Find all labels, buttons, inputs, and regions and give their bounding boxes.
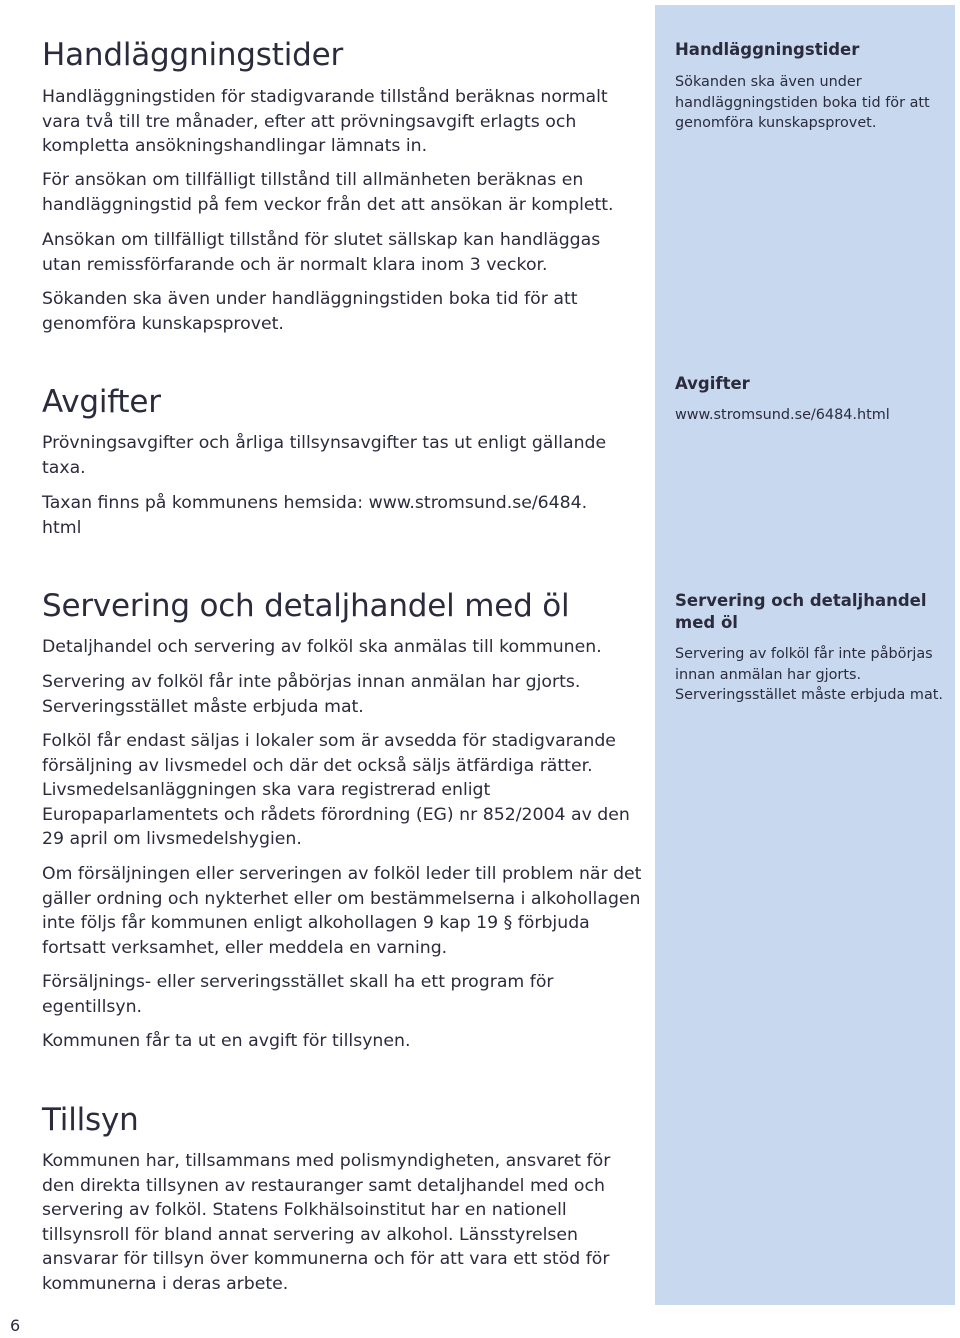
- page-number: 6: [10, 1316, 21, 1335]
- sidebar-title-avgifter: Avgifter: [675, 374, 750, 393]
- sidebar-title-handlaggningstider: Handläggningstider: [675, 40, 860, 59]
- sidebar-summary: [655, 5, 955, 1305]
- paragraph: Ansökan om tillfälligt tillstånd för slutet sällskap kan handläggas utan remissförfarande och är normalt klara inom 3 veckor.: [42, 230, 601, 275]
- paragraph: Servering av folköl får inte påbörjas innan anmälan har gjorts. Serveringsstället måste erbjuda mat.: [42, 672, 581, 717]
- section-title-servering: Servering och detaljhandel med öl: [42, 588, 570, 624]
- section-title-avgifter: Avgifter: [42, 384, 161, 420]
- paragraph: Folköl får endast säljas i lokaler som är avsedda för stadigvarande försäljning av livsmedel och där det också säljs ätfärdiga rätter. Livsmedelsanläggningen ska vara registrerad enligt Europaparlamentets och rådets förordning (EG) nr 852/2004 av den 29 april om livsmedelshygien.: [42, 731, 630, 849]
- paragraph-url-line1: Taxan finns på kommunens hemsida: www.stromsund.se/6484.: [42, 493, 588, 513]
- paragraph: Kommunen får ta ut en avgift för tillsynen.: [42, 1031, 411, 1051]
- paragraph: Prövningsavgifter och årliga tillsynsavgifter tas ut enligt gällande taxa.: [42, 433, 607, 478]
- paragraph-url: [42, 491, 642, 540]
- paragraph: Kommunen har, tillsammans med polismyndigheten, ansvaret för den direkta tillsynen av restauranger samt detaljhandel med och servering av folköl. Statens Folkhälsoinstitut har en nationell tillsynsroll för bland annat servering av alkohol. Länsstyrelsen ansvarar för tillsyn över kommunerna och för att vara ett stöd för kommunerna i deras arbete.: [42, 1151, 611, 1294]
- sidebar-text: Servering av folköl får inte påbörjas innan anmälan har gjorts. Serveringsstället måste erbjuda mat.: [675, 646, 943, 703]
- paragraph: Försäljnings- eller serveringsstället skall ha ett program för egentillsyn.: [42, 972, 554, 1017]
- paragraph: Sökanden ska även under handläggningstiden boka tid för att genomföra kunskapsprovet.: [42, 289, 578, 334]
- sidebar-url: www.stromsund.se/6484.html: [675, 407, 890, 423]
- sidebar-text: Sökanden ska även under handläggningstiden boka tid för att genomföra kunskapsprovet.: [675, 74, 930, 131]
- paragraph: För ansökan om tillfälligt tillstånd till allmänheten beräknas en handläggningstid på fem veckor från det att ansökan är komplett.: [42, 170, 614, 215]
- paragraph: Handläggningstiden för stadigvarande tillstånd beräknas normalt vara två till tre månader, efter att prövningsavgift erlagts och kompletta ansökningshandlingar lämnats in.: [42, 87, 608, 156]
- section-title-handlaggningstider: Handläggningstider: [42, 37, 343, 73]
- paragraph: Detaljhandel och servering av folköl ska anmälas till kommunen.: [42, 637, 602, 657]
- sidebar-title-servering: Servering och detaljhandel med öl: [675, 591, 927, 632]
- paragraph-url-line2: html: [42, 517, 82, 538]
- paragraph: Om försäljningen eller serveringen av folköl leder till problem när det gäller ordning och nykterhet eller om bestämmelserna i alkohollagen inte följs får kommunen enligt alkohollagen 9 kap 19 § förbjuda fortsatt verksamhet, eller meddela en varning.: [42, 864, 642, 958]
- section-title-tillsyn: Tillsyn: [42, 1102, 139, 1138]
